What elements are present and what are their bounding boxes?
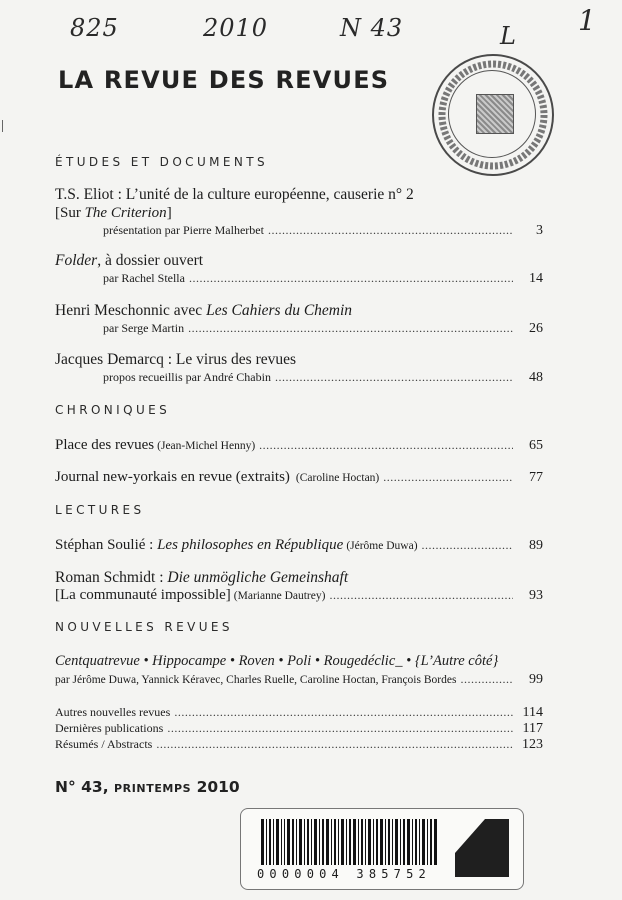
toc-line-eliot <box>103 223 543 239</box>
entry-title-meschonnic: Henri Meschonnic avec Les Cahiers du Chemin <box>55 302 353 319</box>
section-lectures: LECTURES <box>55 503 145 517</box>
leader-dots <box>174 705 513 720</box>
entry-title-place: Place des revues <box>55 437 155 453</box>
leader-dots <box>268 223 513 238</box>
leader-dots <box>189 271 513 286</box>
entry-title-demarcq: Jacques Demarcq : Le virus des revues <box>55 351 297 368</box>
entry-author: présentation par Pierre Malherbet <box>103 223 264 237</box>
toc-line-nouvelles <box>55 672 543 688</box>
misc-label: Dernières publications <box>55 721 164 735</box>
leader-dots <box>460 672 513 687</box>
library-stamp <box>432 54 554 176</box>
toc-line-meschonnic <box>103 321 543 337</box>
page-number: 65 <box>529 438 543 453</box>
entry-author: (Marianne Dautrey) <box>233 590 326 602</box>
criterion-title: The Criterion <box>84 205 167 221</box>
toc-line-resumes <box>55 737 543 753</box>
handwritten-issue: N 43 <box>340 14 404 42</box>
entry-author: (Jérôme Duwa) <box>346 540 418 552</box>
issue-label: N° 43, PRINTEMPS 2010 <box>55 778 240 796</box>
page-number: 99 <box>529 672 543 687</box>
entry-title-soulie: Stéphan Soulié : Les philosophes en République <box>55 537 344 553</box>
page-number: 3 <box>536 223 543 238</box>
entry-author: (Caroline Hoctan) <box>295 472 380 484</box>
toc-line-schmidt <box>55 587 543 604</box>
entry-author: par Serge Martin <box>103 321 185 335</box>
toc-line-dernieres <box>55 721 543 737</box>
handwritten-year: 2010 <box>203 14 269 42</box>
page-number: 114 <box>522 705 543 720</box>
handwritten-note: 825 <box>70 14 119 42</box>
entry-subtitle-eliot: [Sur The Criterion] <box>55 205 172 221</box>
leader-dots <box>383 470 513 485</box>
entry-title-eliot: T.S. Eliot : L’unité de la culture européenne, causerie n° 2 <box>55 186 414 203</box>
page-number: 26 <box>529 321 543 336</box>
entry-title-journal: Journal new-yorkais en revue (extraits) <box>55 469 290 485</box>
handwritten-mark: L <box>500 22 517 50</box>
leader-dots <box>188 321 513 336</box>
misc-label: Résumés / Abstracts <box>55 737 153 751</box>
section-chroniques: CHRONIQUES <box>55 403 171 417</box>
entry-title-folder: Folder, à dossier ouvert <box>55 252 204 269</box>
misc-label: Autres nouvelles revues <box>55 705 171 719</box>
entry-title-schmidt: Roman Schmidt : Die unmögliche Gemeinshaft <box>55 569 349 586</box>
stamp-emblem-icon <box>476 94 514 134</box>
entry-author: par Rachel Stella <box>103 271 185 285</box>
leader-dots <box>259 438 513 453</box>
page-number: 77 <box>529 470 543 485</box>
entry-author: par Jérôme Duwa, Yannick Kéravec, Charles Ruelle, Caroline Hoctan, François Bordes <box>55 674 457 686</box>
library-logo-icon <box>455 819 509 877</box>
margin-mark <box>2 120 3 132</box>
leader-dots <box>167 721 513 736</box>
page-number: 14 <box>529 271 543 286</box>
toc-line-journal <box>55 469 543 486</box>
page-title: LA REVUE DES REVUES <box>58 66 390 94</box>
barcode-icon <box>261 819 441 865</box>
page-number: 117 <box>522 721 543 736</box>
entry-author: propos recueillis par André Chabin <box>103 370 271 384</box>
entry-author: (Jean-Michel Henny) <box>157 440 256 452</box>
handwritten-mark-2: 1 <box>578 4 597 37</box>
leader-dots <box>329 588 513 603</box>
leader-dots <box>275 370 513 385</box>
entry-title-nouvelles: Centquatrevue • Hippocampe • Roven • Poli • Rougedéclic_ • {L’Autre côté} <box>55 653 499 669</box>
page-number: 89 <box>529 538 543 553</box>
section-etudes: ÉTUDES ET DOCUMENTS <box>55 155 268 169</box>
section-nouvelles: NOUVELLES REVUES <box>55 620 233 634</box>
leader-dots <box>156 737 513 752</box>
page-number: 93 <box>529 588 543 603</box>
barcode-label <box>240 808 524 890</box>
entry-subtitle-schmidt: [La communauté impossible] <box>55 587 231 603</box>
leader-dots <box>422 538 513 553</box>
barcode-number: 0000004 385752 <box>257 867 431 881</box>
toc-line-demarcq <box>103 370 543 386</box>
page-number: 48 <box>529 370 543 385</box>
toc-line-soulie <box>55 537 543 554</box>
toc-line-autres <box>55 705 543 721</box>
toc-line-place <box>55 437 543 454</box>
page-number: 123 <box>522 737 543 752</box>
toc-line-folder <box>103 271 543 287</box>
